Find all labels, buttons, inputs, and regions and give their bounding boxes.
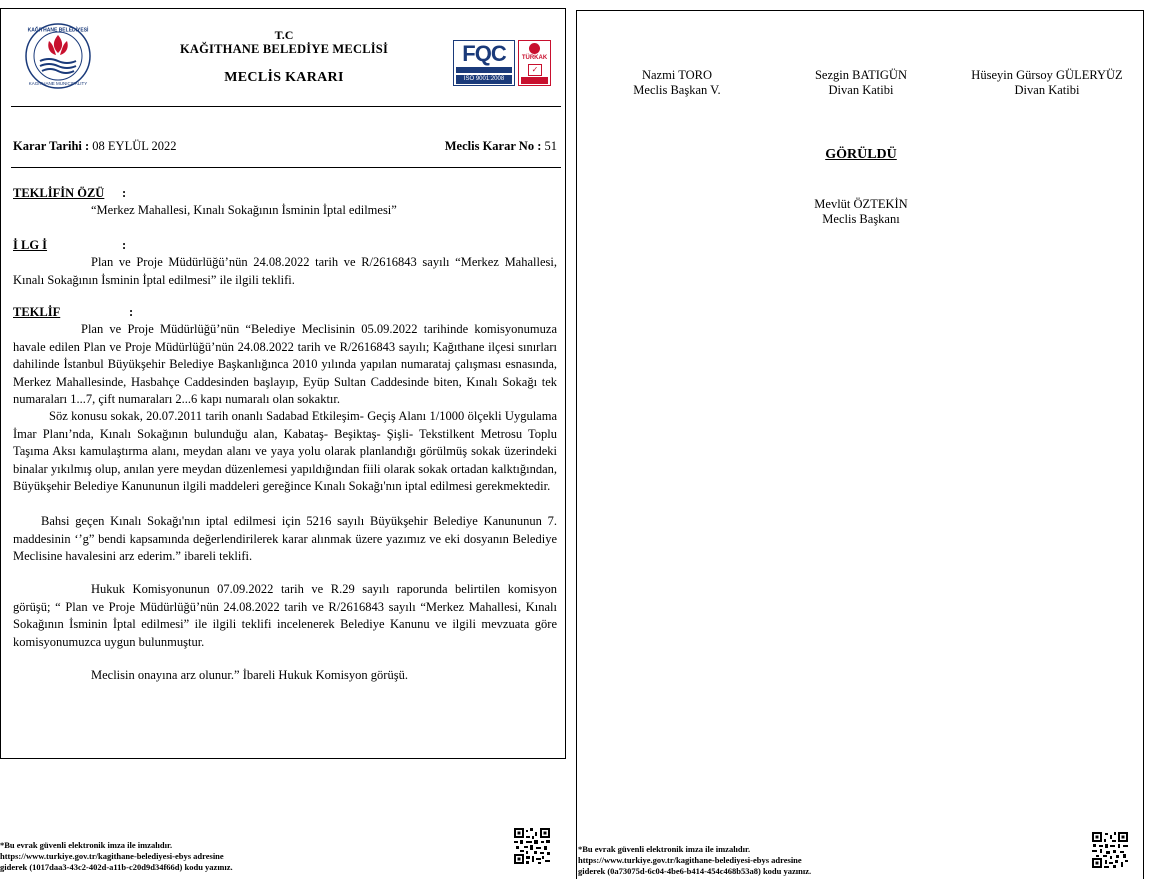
ilgi-text: Plan ve Proje Müdürlüğü’nün 24.08.2022 tarih ve R/2616843 sayılı “Merkez Mahallesi, Kınalı Sokağının İsminin İptal edilmesi” ile ilgili teklifi.: [13, 255, 557, 287]
signer-name: Sezgin BATIGÜN: [814, 68, 907, 82]
signer-title: Meclis Başkan V.: [633, 83, 721, 97]
turkak-label: TÜRKAK: [521, 55, 548, 61]
signature-clerk-2: [957, 68, 1137, 98]
signer-name: Hüseyin Gürsoy GÜLERYÜZ: [971, 68, 1123, 82]
divider: [11, 106, 561, 107]
turkak-logo: [518, 40, 551, 86]
municipality-logo: [25, 23, 91, 89]
verify-link[interactable]: https://www.turkiye.gov.tr/kagithane-belediyesi-ebys adresine: [578, 855, 802, 865]
signer-title: Divan Katibi: [1014, 83, 1080, 97]
esign-note-left: *Bu evrak güvenli elektronik imza ile imzalıdır. https://www.turkiye.gov.tr/kagithane-belediyesi-ebys adresine giderek (1017daa3-43c2-402d-a11b-c20d9d34f66d) kodu yazınız.: [0, 840, 233, 872]
divider: [11, 167, 561, 168]
teklif-paragraph-2: Söz konusu sokak, 20.07.2011 tarih onanlı Sadabad Etkileşim- Geçiş Alanı 1/1000 ölçekli Uygulama İmar Planı’nda, Kınalı Sokağının bulunduğu alan, Kabataş- Beşiktaş- Şişli- Tekstilkent Metrosu Toplu Taşıma Aksı kamulaştırma alanı, meydan alanı ve yaya yolu olarak planlandığı görülmüş sokak üzerindeki binalar yıkılmış olup, anılan yere meydan düzenlemesi yapıldığından fiili olarak sokak ortadan kalktığından, Büyükşehir Belediye Kanununun ilgili maddeleri gereğince Kınalı Sokağı'nın iptal edilmesi gerekmektedir.: [13, 409, 557, 493]
header-tc: T.C: [274, 28, 294, 42]
ozu-text: “Merkez Mahallesi, Kınalı Sokağının İsminin İptal edilmesi”: [91, 203, 397, 217]
decision-number: Meclis Karar No : 51: [444, 139, 557, 153]
header-titles: [151, 29, 417, 86]
seen-title: GÖRÜLDÜ: [825, 147, 897, 162]
decision-page: KAĞITHANE BELEDİYESİ KAGITHANE MUNICIPALITY T.C KAĞITHANE BELEDİYE MECLİSİ MECLİS KARARI FQC ISO 9001:2008 TÜRKAK ✓ Karar Tarihi : 08 EYLÜL 2022 Meclis Karar No : 51 TEKLİFİN ÖZÜ : “Merkez Mahallesi, Kınalı Sokağının İsminin İptal edilmesi” İ LG İ : Plan ve Proje Müdürlüğü’nün 24.08.2022 tarih ve R/2616843 sayılı “Merkez Mahallesi, Kınalı Sokağının İsminin İptal edilmesi” ile ilgili teklifi. TEKLİF : Plan ve Proje Müdürlüğü’nün “Belediye Meclisinin 05.09.2022 tarihinde komisyonumuza havale edilen Plan ve Proje Müdürlüğü’nün 24.08.2022 tarih ve R/2616843 sayılı; Kağıthane ilçesi sınırları dahilinde İstanbul Büyükşehir Belediye Başkanlığınca 2010 yılında yapılan numarataj çalışması esnasında, Merkez Mahallesinde, Hasbahçe Caddesinden başlayıp, Eyüp Sultan Caddesinde biten, Kınalı Sokağı tek numaraları 1...7, çift numaraları 2...6 kapı numaralı olan sokaktır. Söz konusu sokak, 20.07.2011 tarih onanlı Sadabad Etkileşim- Geçiş Alanı 1/1000 ölçekli Uygulama İmar Planı’nda, Kınalı Sokağının bulunduğu alan, Kabataş- Beşiktaş- Şişli- Tekstilkent Metrosu Toplu Taşıma Aksı kamulaştırma alanı, meydan alanı ve yaya yolu olarak planlandığı görülmüş sokak üzerindeki binalar yıkılmış olup, anılan yere meydan düzenlemesi yapıldığından fiili olarak sokak ortadan kalktığından, Büyükşehir Belediye Kanununun ilgili maddeleri gereğince Kınalı Sokağı'nın iptal edilmesi gerekmektedir. Bahsi geçen Kınalı Sokağı'nın iptal edilmesi için 5216 sayılı Büyükşehir Belediye Kanununun 7. maddesinin ‘’g” bendi kapsamında değerlendirilerek karar alınmak üzere yazımız ve eki dosyanın Belediye Meclisine havalesini arz ederim.” ibareli teklifi. Hukuk Komisyonunun 07.09.2022 tarih ve R.29 sayılı raporunda belirtilen komisyon görüşü; “ Plan ve Proje Müdürlüğü’nün 24.08.2022 tarih ve R/2616843 sayılı “Merkez Mahallesi, Kınalı Sokağının İsminin İptal edilmesi” ile ilgili teklifi incelenerek Belediye Kanunu ve ilgili mevzuata göre komisyonumuzca uygun bulunmuştur. Meclisin onayına arz olunur.” İbareli Hukuk Komisyon görüşü.: [0, 8, 566, 759]
esign-note-right: *Bu evrak güvenli elektronik imza ile imzalıdır. https://www.turkiye.gov.tr/kagithane-belediyesi-ebys adresine giderek (0a73075d-6c04-4be6-b414-454c468b53a8) kodu yazınız.: [578, 844, 812, 876]
signer-name: Mevlüt ÖZTEKİN: [814, 197, 908, 211]
signatures-page: [576, 10, 1144, 879]
verify-link[interactable]: https://www.turkiye.gov.tr/kagithane-belediyesi-ebys adresine: [0, 851, 224, 861]
section-label-ilgi: İ LG İ: [13, 238, 48, 252]
qr-code-icon: [1092, 832, 1128, 868]
check-icon: ✓: [528, 64, 542, 76]
svg-text:KAĞITHANE BELEDİYESİ: KAĞITHANE BELEDİYESİ: [27, 27, 89, 34]
iso-label: ISO 9001:2008: [456, 75, 512, 84]
fqc-logo-text: FQC: [462, 41, 506, 66]
document-title: MECLİS KARARI: [224, 70, 344, 85]
commission-opinion: Hukuk Komisyonunun 07.09.2022 tarih ve R.29 sayılı raporunda belirtilen komisyon görüşü; “ Plan ve Proje Müdürlüğü’nün 24.08.2022 tarih ve R/2616843 sayılı “Merkez Mahallesi, Kınalı Sokağının İsminin İptal edilmesi” ile ilgili teklifi incelenerek Belediye Kanunu ve ilgili mevzuata göre komisyonumuzca uygun bulunmuştur.: [13, 582, 557, 649]
section-label-teklif: TEKLİF: [13, 305, 61, 319]
signer-title: Divan Katibi: [828, 83, 894, 97]
section-label-ozu: TEKLİFİN ÖZÜ: [13, 186, 105, 200]
signer-name: Nazmi TORO: [641, 68, 713, 82]
teklif-paragraph-3: Bahsi geçen Kınalı Sokağı'nın iptal edilmesi için 5216 sayılı Büyükşehir Belediye Kanununun 7. maddesinin ‘’g” bendi kapsamında değerlendirilerek karar alınmak üzere yazımız ve eki dosyanın Belediye Meclisine havalesini arz ederim.” ibareli teklifi.: [13, 514, 557, 563]
decision-date: Karar Tarihi : 08 EYLÜL 2022: [13, 139, 177, 153]
teklif-paragraph-1: Plan ve Proje Müdürlüğü’nün “Belediye Meclisinin 05.09.2022 tarihinde komisyonumuza havale edilen Plan ve Proje Müdürlüğü’nün 24.08.2022 tarih ve R/2616843 sayılı; Kağıthane ilçesi sınırları dahilinde İstanbul Büyükşehir Belediye Başkanlığınca 2010 yılında yapılan numarataj çalışması esnasında, Merkez Mahallesinde, Hasbahçe Caddesinden başlayıp, Eyüp Sultan Caddesinde biten, Kınalı Sokağı tek numaraları 1...7, çift numaraları 2...6 kapı numaralı olan sokaktır.: [13, 322, 557, 406]
crescent-icon: [529, 43, 540, 54]
signature-chair: [761, 197, 961, 227]
signature-chair-deputy: [607, 68, 747, 98]
svg-text:KAGITHANE MUNICIPALITY: KAGITHANE MUNICIPALITY: [28, 81, 88, 86]
closing-sentence: Meclisin onayına arz olunur.” İbareli Hukuk Komisyon görüşü.: [91, 668, 408, 682]
signer-title: Meclis Başkanı: [822, 212, 900, 226]
header-council: KAĞITHANE BELEDİYE MECLİSİ: [179, 42, 389, 56]
qr-code-icon: [514, 828, 550, 864]
fqc-certificate-logo: [453, 40, 515, 86]
signature-clerk-1: [791, 68, 931, 98]
